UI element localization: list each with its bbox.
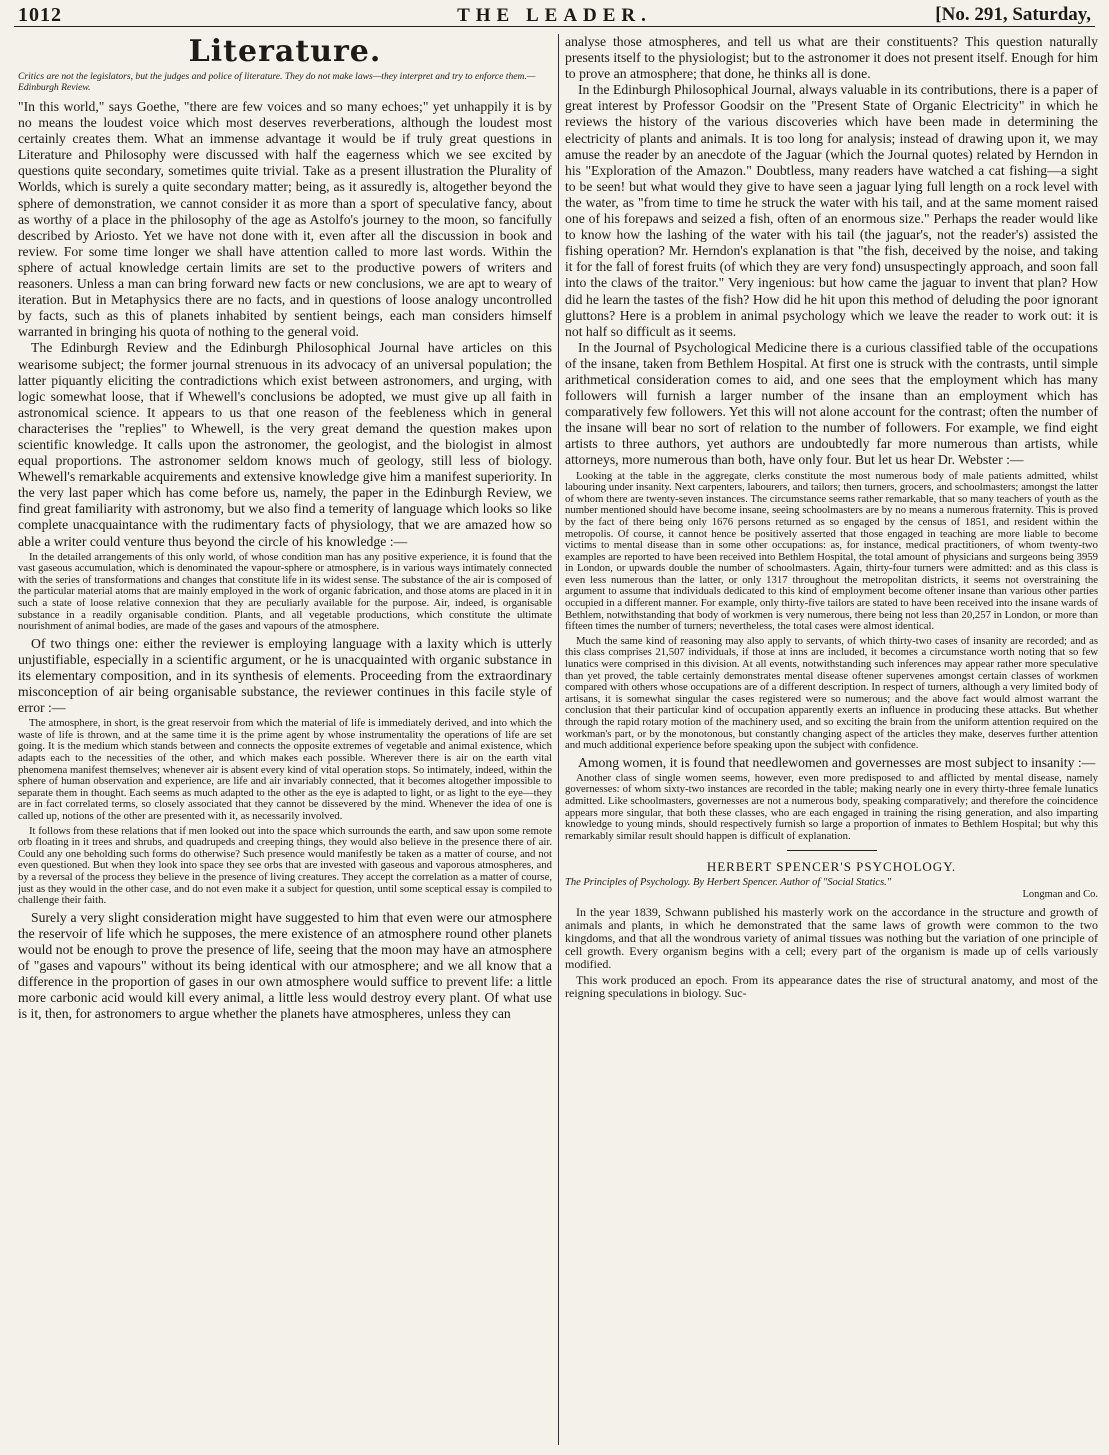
left-column	[18, 34, 552, 1447]
quotation: The atmosphere, in short, is the great reservoir from which the material of life is immediately derived, and into which the waste of life is thrown, and at the same time it is the prime agent by whose instrumentality the operations of life are set going. It is the medium which stands between and connects the opposite extremes of vegetable and animal existence, which adapts each to the necessities of the other, and which makes each possible. Wherever there is air on the earth vital phenomena manifest themselves; whenever air is absent every kind of vital operation stops. So intimately, indeed, within the sphere of human observation and experience, are life and air invariably connected, that it becomes altogether impossible to separate them in thought. Each seems as much adapted to the other as the eye is adapted to light, or as light to the eye—they are in fact correlated terms, so closely associated that they cannot be dissevered by the mind. Whenever the idea of one is called up, notions of the other are presented with it, as necessarily involved.	[18, 717, 552, 822]
column-rule	[558, 34, 559, 1445]
article-title: HERBERT SPENCER'S PSYCHOLOGY.	[706, 859, 957, 875]
paragraph: "In this world," says Goethe, "there are few voices and so many echoes;" yet unhappily it is by no means the loudest voice which most deserves reverberations, although the loudest most certainly creates them. What an immense advantage it would be if truly great questions in Literature and Philosophy were discussed with half the eagerness which we see excited by questions quite secondary, sometimes quite trivial. Take as a present illustration the Plurality of Worlds, which is surely a quite secondary matter; being, as it assuredly is, altogether beyond the sphere of demonstration, we cannot consider it as more than a sport of speculative fancy, about as worthy of a place in the philosophy of the age as Astolfo's journey to the moon, so fancifully described by Ariosto. Yet we have not done with it, even after all the discussion in book and review. For some time longer we shall have attention called to more last words. Within the sphere of actual knowledge certain limits are set to the productive powers of writers and reasoners. Unless a man can bring forward new facts or new conclusions, we are apt to weary of iteration. But in Metaphysics there are no facts, and in questions of loose analogy uncontrolled by facts, such as this of planets inhabited by sentient beings, each man considers himself warranted in bringing his quota of nothing to the general void.	[18, 99, 552, 340]
paragraph: This work produced an epoch. From its appearance dates the rise of structural anatomy, and most of the reigning speculations in biology. Suc-	[565, 973, 1098, 1001]
section-heading: Literature.	[188, 34, 382, 69]
paragraph: In the Journal of Psychological Medicine there is a curious classified table of the occupations of the insane, taken from Bethlem Hospital. At first one is struck with the contrasts, until simple arithmetical consideration comes to aid, and one sees that the employment which has many followers will furnish a larger number of the insane than an employment which has comparatively few followers. Yet this will not alone account for the contrast; often the number of the insane will bear no sort of relation to the number of followers. For example, we find eight artists to three authors, yet authors are undoubtedly far more numerous than artists, while attorneys, more numerous than both, have only four. But let us hear Dr. Webster :—	[565, 339, 1098, 468]
paragraph: Surely a very slight consideration might have suggested to him that even were our atmosphere the reservoir of life which he supposes, the mere existence of an atmosphere round other planets would not be enough to prove the presence of life, seeing that the moon may have an atmosphere of "gases and vapours" without its being identical with our atmosphere; and we all know that a difference in the proportion of gases in our own atmosphere would suffice to prevent life: a little more carbonic acid would kill every animal, a little less would destroy every plant. Of what use is it, then, for astronomers to argue whether the planets have atmospheres, unless they can	[18, 909, 552, 1022]
motto: Critics are not the legislators, but the judges and police of literature. They do not make laws—they interpret and try to enforce them.—Edinburgh Review.	[18, 71, 536, 93]
quotation: Looking at the table in the aggregate, clerks constitute the most numerous body of male patients admitted, whilst labouring under insanity. Next carpenters, labourers, and tailors; then turners, grocers, and schoolmasters; amongst the latter of whom there are twenty-seven instances. The circumstance seems rather remarkable, that so many teachers of youth as the number mentioned should have become insane, seeing schoolmasters are by no means a numerous fraternity. This is proved by the fact of there being only 1676 persons returned as so engaged by the census of 1851, and resident within the metropolis. Of course, it cannot hence be positively asserted that those engaged in teaching are more liable to become victims to mental disease than in some other occupations: as, for instance, medical practitioners, of whom twenty-two examples are reported to have been received into Bethlem Hospital, the total amount of physicians and surgeons being 3959 in London, or upwards double the number of schoolmasters. Again, thirty-four turners were admitted: and as this class is even less numerous than the latter, or only 1317 throughout the metropolitan districts, it seems not overstraining the argument to assume that individuals dedicated to this kind of employment become oftener insane than various other parties occupied in a different manner. For example, only thirty-five tailors are stated to have been received into the insane wards of Bethlem, notwithstanding that body of workmen is very numerous, there being not less than 20,257 in London, or more than fifteen times the number of turners; nevertheless, the total cases were almost identical.	[565, 469, 1098, 633]
newspaper-title: THE LEADER.	[457, 5, 652, 26]
quotation: It follows from these relations that if men looked out into the space which surrounds the earth, and saw upon some remote orb floating in it trees and shrubs, and quadrupeds and creeping things, they would also believe in the presence there of air. Could any one beholding such forms do otherwise? Such presence would manifestly be taken as a matter of course, and not even questioned. But when they look into space they see orbs that are invested with gaseous and vaporous atmospheres, and by a reversal of the process they believe in the presence of living creatures. They accept the correlation as a matter of course, just as they would in the other case, and do not even make it a subject for question, until some sceptical essay is compiled to challenge their faith.	[18, 824, 552, 907]
paragraph: In the year 1839, Schwann published his masterly work on the accordance in the structure and growth of animals and plants, in which he demonstrated that the same laws of growth were common to the two kingdoms, and that all the wondrous variety of animal tissues was nothing but the variation of one principle of cell growth. Every organism begins with a cell; every part of the organism is made up of cells variously modified.	[565, 905, 1098, 972]
paragraph: The Edinburgh Review and the Edinburgh Philosophical Journal have articles on this wearisome subject; the former journal strenuous in its advocacy of an universal population; the latter piquantly eliciting the contradictions which exist between astronomers, and urging, with logic somewhat loose, that if Whewell's conclusions be adopted, we must give up all faith in astronomical science. It appears to us that one reason of the feebleness which in general characterises the "replies" to Whewell, is the very great demand the question makes upon scientific knowledge. It calls upon the astronomer, the geologist, and the biologist in almost equal proportions. The astronomer seldom knows much of geology, still less of biology. Whewell's remarkable acquirements and extensive knowledge give him a manifest superiority. In the very last paper which has come before us, namely, the paper in the Edinburgh Review, we find great familiarity with astronomy, but we also find a temerity of language which looks so like complete unacquaintance with the rudimentary facts of physiology, that we are amazed how so able a writer could venture thus beyond the circle of his knowledge :—	[18, 340, 552, 549]
issue-line: [No. 291, Saturday,	[935, 4, 1091, 25]
paragraph: Among women, it is found that needlewomen and governesses are most subject to insanity :—	[578, 754, 1096, 770]
book-citation: The Principles of Psychology. By Herbert Spencer. Author of "Social Statics."	[565, 877, 892, 889]
quotation: Much the same kind of reasoning may also apply to servants, of which thirty-two cases of insanity are recorded; and as this class comprises 21,507 individuals, if those at inns are included, it becomes a circumstance worth noting that so few lunatics were comprised in this division. At all events, notwithstanding such inferences may appear rather more speculative than yet proved, the table certainly demonstrates mental disease oftener supervenes amongst certain classes of workmen compared with others whose occupations are of a different description. In respect of turners, although a very limited body of artisans, it is somewhat singular the cases registered were so numerous; and the above fact would almost warrant the conclusion that their particular kind of occupation apparently exerts an influence in producing these attacks. But whether through the rapid rotary motion of the machinery used, and so exciting the brain from the uniform attention required on the workman's part, or by the monotonous, but constantly changing aspect of the articles they make, deserves further attention and much additional experience before speaking upon the subject with confidence.	[565, 634, 1098, 752]
right-column	[565, 34, 1098, 1447]
section-divider	[787, 850, 877, 851]
paragraph: Of two things one: either the reviewer is employing language with a laxity which is utterly unjustifiable, especially in a scientific argument, or he is unacquainted with organic substance in its elementary composition, and in its synthesis of elements. Proceeding from the extraordinary misconception of air being organisable substance, the reviewer continues in this facile style of error :—	[18, 635, 552, 716]
page-number: 1012	[18, 4, 62, 26]
masthead	[14, 4, 1095, 27]
quotation: In the detailed arrangements of this only world, of whose condition man has any positive experience, it is found that the vast gaseous accumulation, which is denominated the vapour-sphere or atmosphere, is in various ways intimately connected with the series of transformations and changes that constitute life in its widest sense. The substance of the air is composed of the particular material atoms that are mainly employed in the work of organic fabrication, and those atoms are placed in it in such a state of loose relative connexion that they are peculiarly available for the purpose. Air, indeed, is organisable substance in a readily organisable condition. Plants, and all vegetable productions, which constitute the ultimate nourishment of animal bodies, are made of the gases and vapours of the atmosphere.	[18, 550, 552, 633]
publisher: Longman and Co.	[1022, 889, 1098, 901]
paragraph: In the Edinburgh Philosophical Journal, always valuable in its contributions, there is a paper of great interest by Professor Goodsir on the "Present State of Organic Electricity" in which he reviews the history of the various discoveries which have been made in determining the electricity of plants and animals. It is too long for analysis; instead of drawing upon it, we may amuse the reader by an anecdote of the Jaguar (which the Journal quotes) related by Herndon in his "Exploration of the Amazon." Doubtless, many readers have watched a cat fishing—a sight to be seen! but what would they give to have seen a jaguar lying full length on a rock level with the water, as "from time to time he struck the water with his tail, and at the same moment raised one of his forepaws and seized a fish, often of an enormous size." Perhaps the reader would like to know how the lashing of the water with his tail (the jaguar's, not the reader's) assisted the fishing operation? Mr. Herndon's explanation is that "the fish, deceived by the noise, and taking it for the fall of forest fruits (of which they are very fond) unsuspectingly approach, and soon fall into the claws of the traitor." Very ingenious: but how came the jaguar to invent that plan? How did he learn the tastes of the fish? How did he hit upon this method of deluding the poor ignorant gluttons? Here is a problem in animal psychology which we leave the reader to work out: it is not half so difficult as it seems.	[565, 82, 1098, 339]
quotation: Another class of single women seems, however, even more predisposed to and afflicted by mental disease, namely governesses: of whom sixty-two instances are recorded in the table; making nearly one in every thirty-three female lunatics admitted. Like schoolmasters, governesses are not a numerous body, speaking comparatively; and therefore the coincidence appears more singular, that both these classes, who are each engaged in training the rising generation, and also imparting knowledge to young minds, should respectively furnish so large a proportion of inmates to Bethlem Hospital; but why this remarkably similar result should happen is difficult of explanation.	[565, 771, 1098, 842]
paragraph: analyse those atmospheres, and tell us what are their constituents? This question naturally presents itself to the physiologist; but to the astronomer it does not present itself. Enough for him to prove an atmosphere; that done, he thinks all is done.	[565, 34, 1098, 82]
